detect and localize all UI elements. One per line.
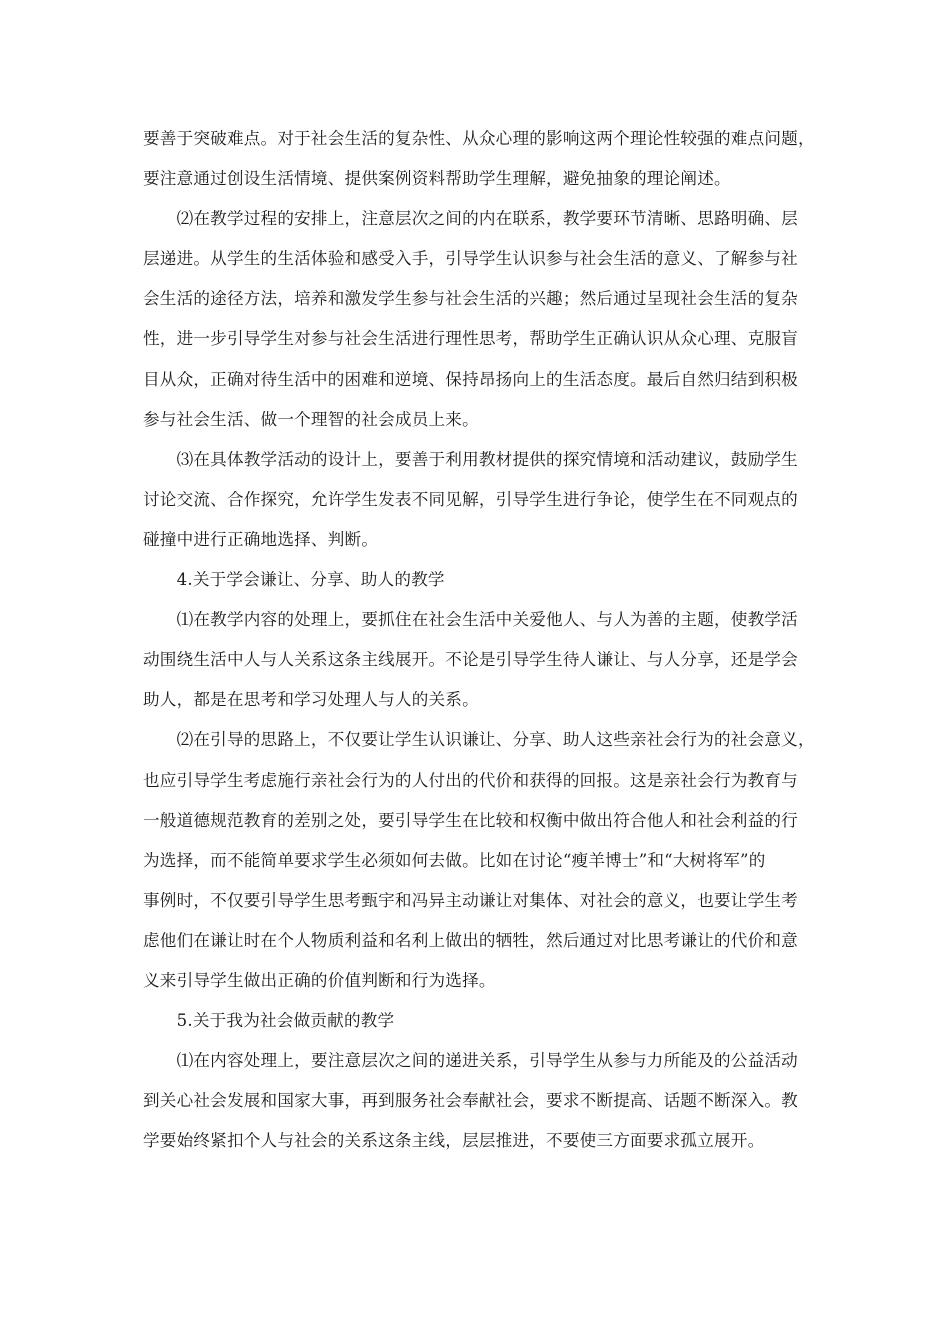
text-line: ⑴在教学内容的处理上，要抓住在社会生活中关爱他人、与人为善的主题，使教学活 <box>143 610 798 630</box>
section-heading: 4.关于学会谦让、分享、助人的教学 <box>143 570 445 590</box>
text-line: 义来引导学生做出正确的价值判断和行为选择。 <box>143 970 496 990</box>
text-line: ⑴在内容处理上，要注意层次之间的递进关系，引导学生从参与力所能及的公益活动 <box>143 1051 798 1071</box>
text-line: 到关心社会发展和国家大事，再到服务社会奉献社会，要求不断提高、话题不断深入。教 <box>143 1091 798 1111</box>
text-line: 目从众，正确对待生活中的困难和逆境、保持昂扬向上的生活态度。最后自然归结到积极 <box>143 369 798 389</box>
text-line: ⑵在教学过程的安排上，注意层次之间的内在联系，教学要环节清晰、思路明确、层 <box>143 209 798 229</box>
text-line: 层递进。从学生的生活体验和感受入手，引导学生认识参与社会生活的意义、了解参与社 <box>143 249 798 269</box>
text-line: 动围绕生活中人与人关系这条主线展开。不论是引导学生待人谦让、与人分享，还是学会 <box>143 650 798 670</box>
text-line: 要善于突破难点。对于社会生活的复杂性、从众心理的影响这两个理论性较强的难点问题， <box>143 129 815 148</box>
text-line: 讨论交流、合作探究，允许学生发表不同见解，引导学生进行争论，使学生在不同观点的 <box>143 489 798 509</box>
document-body <box>143 119 815 1161</box>
text-line: 学要始终紧扣个人与社会的关系这条主线，层层推进，不要使三方面要求孤立展开。 <box>143 1131 765 1151</box>
section-heading: 5.关于我为社会做贡献的教学 <box>143 1011 395 1031</box>
text-line: ⑶在具体教学活动的设计上，要善于利用教材提供的探究情境和活动建议，鼓励学生 <box>143 449 798 469</box>
text-line: ⑵在引导的思路上，不仅要让学生认识谦让、分享、助人这些亲社会行为的社会意义， <box>143 730 815 750</box>
text-line: 会生活的途径方法，培养和激发学生参与社会生活的兴趣；然后通过呈现社会生活的复杂 <box>143 289 798 309</box>
text-line: 碰撞中进行正确地选择、判断。 <box>143 529 379 549</box>
text-line: 要注意通过创设生活情境、提供案例资料帮助学生理解，避免抽象的理论阐述。 <box>143 169 731 189</box>
text-line: 事例时，不仅要引导学生思考甄宇和冯异主动谦让对集体、对社会的意义，也要让学生考 <box>143 890 798 910</box>
text-line: 虑他们在谦让时在个人物质利益和名利上做出的牺牲，然后通过对比思考谦让的代价和意 <box>143 930 798 950</box>
text-line: 一般道德规范教育的差别之处，要引导学生在比较和权衡中做出符合他人和社会利益的行 <box>143 810 798 830</box>
text-line: 也应引导学生考虑施行亲社会行为的人付出的代价和获得的回报。这是亲社会行为教育与 <box>143 770 798 790</box>
text-line: 助人，都是在思考和学习处理人与人的关系。 <box>143 690 479 710</box>
text-line: 性，进一步引导学生对参与社会生活进行理性思考，帮助学生正确认识从众心理、克服盲 <box>143 329 798 349</box>
text-line: 为选择，而不能简单要求学生必须如何去做。比如在讨论“瘦羊博士”和“大树将军”的 <box>143 850 766 870</box>
text-line: 参与社会生活、做一个理智的社会成员上来。 <box>143 409 479 429</box>
